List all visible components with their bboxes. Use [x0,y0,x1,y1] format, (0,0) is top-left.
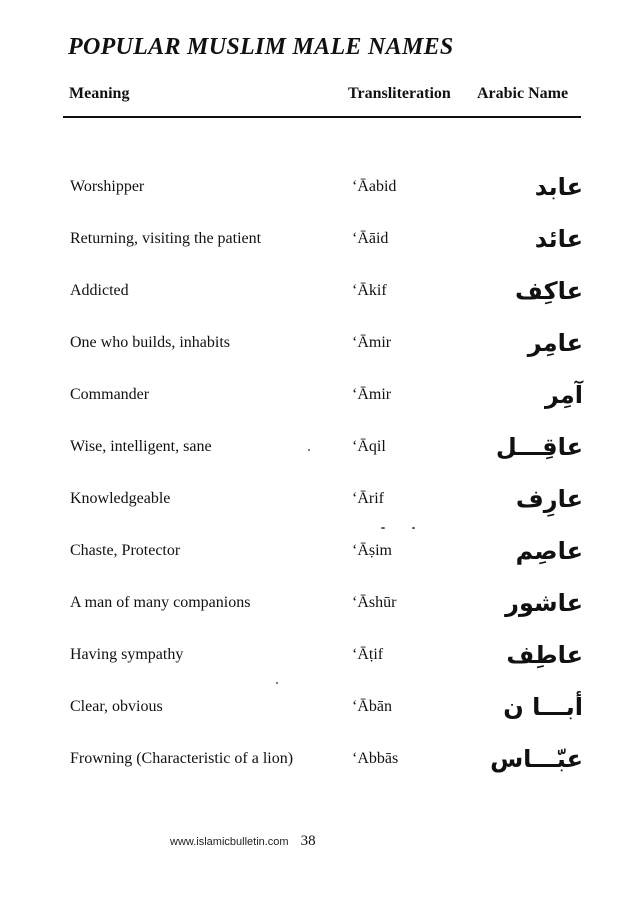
arabic-name-cell: عاكِف [515,277,583,305]
table-row [0,277,638,322]
transliteration-cell: ‘Abbās [352,750,399,767]
transliteration-cell: ‘Āmir [352,334,392,351]
meaning-cell: Commander [70,386,150,403]
scan-speck [276,682,278,684]
meaning-cell: Addicted [70,282,129,299]
meaning-cell: Worshipper [70,178,145,195]
transliteration-cell: ‘Āāid [352,230,389,247]
page-number: 38 [300,833,316,849]
arabic-name-cell: عابد [534,173,583,201]
transliteration-cell: ‘Āabid [352,178,397,195]
transliteration-cell: ‘Ābān [352,698,392,715]
meaning-cell: Knowledgeable [70,490,171,507]
scan-speck [412,527,415,529]
meaning-cell: A man of many companions [70,594,251,611]
transliteration-cell: ‘Ākif [352,282,387,299]
meaning-cell: Returning, visiting the patient [70,230,262,247]
arabic-name-cell: عامِر [527,329,583,357]
table-row [0,745,638,790]
meaning-cell: One who builds, inhabits [70,334,230,351]
meaning-cell: Wise, intelligent, sane [70,438,212,455]
meaning-cell: Having sympathy [70,646,184,663]
column-header-meaning: Meaning [69,85,130,102]
arabic-name-cell: أبـــا ن [503,693,583,721]
arabic-name-cell: عاصِم [515,537,583,565]
meaning-cell: Frowning (Characteristic of a lion) [70,750,294,767]
arabic-name-cell: عبّـــاس [490,745,583,773]
arabic-name-cell: عارِف [515,485,583,513]
table-row [0,641,638,686]
table-row [0,381,638,426]
arabic-name-cell: عائد [534,225,583,253]
table-row [0,589,638,634]
arabic-name-cell: عاشور [505,589,583,617]
arabic-name-cell: عاقِـــل [495,433,583,461]
table-row [0,173,638,218]
arabic-name-cell: آمِر [544,381,583,409]
scan-speck [308,449,310,451]
footer-url: www.islamicbulletin.com [170,836,289,848]
meaning-cell: Clear, obvious [70,698,163,715]
transliteration-cell: ‘Ārif [352,490,384,507]
table-row [0,537,638,582]
table-row [0,433,638,478]
transliteration-cell: ‘Āmir [352,386,392,403]
transliteration-cell: ‘Āqil [352,438,386,455]
meaning-cell: Chaste, Protector [70,542,181,559]
arabic-name-cell: عاطِف [506,641,583,669]
page-title: POPULAR MUSLIM MALE NAMES [68,34,454,60]
table-row [0,485,638,530]
scan-speck [381,527,385,529]
table-row [0,329,638,374]
page-footer [170,832,316,850]
transliteration-cell: ‘Āṭif [352,646,384,663]
table-row [0,693,638,738]
table-row [0,225,638,270]
column-header-transliteration: Transliteration [348,85,451,102]
transliteration-cell: ‘Āshūr [352,594,397,611]
header-divider [63,116,581,118]
column-header-arabic: Arabic Name [477,85,569,102]
transliteration-cell: ‘Āṣim [352,542,392,559]
